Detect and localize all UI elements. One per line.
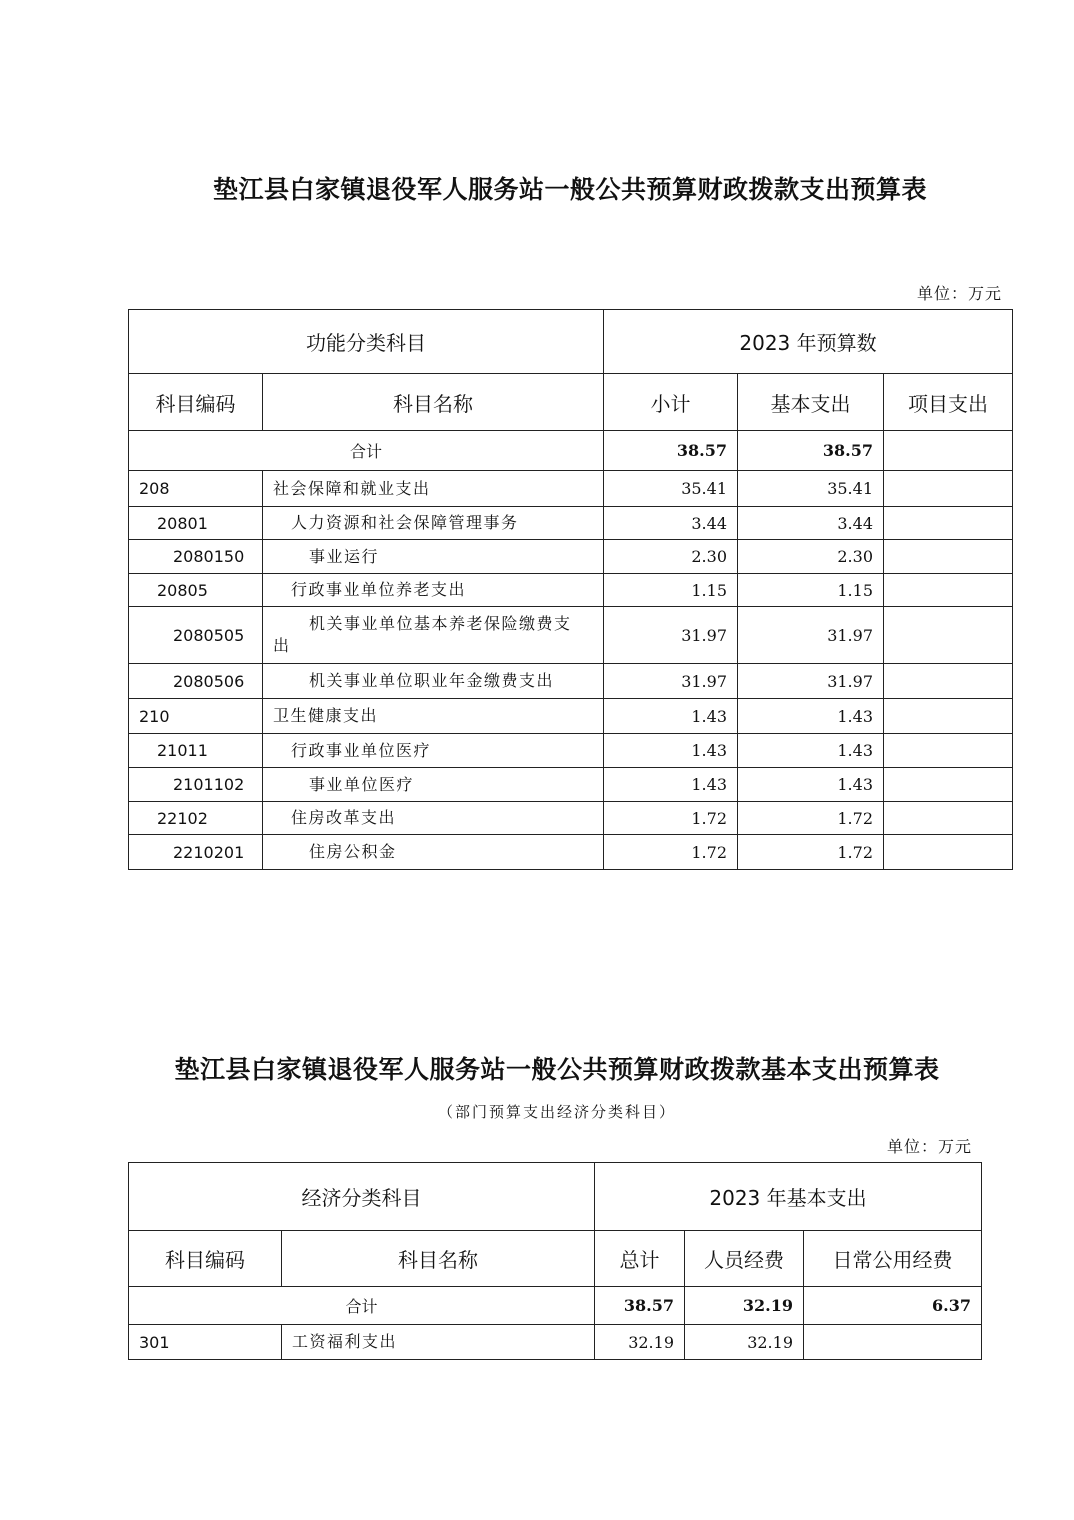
- table-row: [129, 802, 1013, 835]
- row-name: 住房公积金: [263, 835, 604, 870]
- row-project: [884, 607, 1013, 664]
- row-name: 行政事业单位医疗: [263, 734, 604, 768]
- col-total-header: 总计: [595, 1231, 685, 1287]
- row-code: 20805: [129, 574, 263, 607]
- col-name-header: 科目名称: [282, 1231, 595, 1287]
- header-function-category: 功能分类科目: [129, 310, 604, 374]
- row-basic: 3.44: [738, 507, 884, 540]
- total-row: [129, 431, 1013, 471]
- row-name: 卫生健康支出: [263, 699, 604, 734]
- row-basic: 1.15: [738, 574, 884, 607]
- row-code: 2080150: [129, 540, 263, 574]
- row-subtotal: 31.97: [604, 664, 738, 699]
- total-public: 6.37: [804, 1287, 982, 1325]
- row-basic: 1.43: [738, 699, 884, 734]
- row-project: [884, 471, 1013, 507]
- row-name: 机关事业单位基本养老保险缴费支出: [263, 607, 604, 664]
- col-public-header: 日常公用经费: [804, 1231, 982, 1287]
- row-subtotal: 1.43: [604, 699, 738, 734]
- row-code: 210: [129, 699, 263, 734]
- row-project: [884, 768, 1013, 802]
- row-basic: 2.30: [738, 540, 884, 574]
- table-row: [129, 1325, 982, 1360]
- total-label: 合计: [129, 1287, 595, 1325]
- total-project: [884, 431, 1013, 471]
- row-project: [884, 802, 1013, 835]
- header-basic-2023: 2023 年基本支出: [595, 1163, 982, 1231]
- table-row: [129, 607, 1013, 664]
- row-project: [884, 540, 1013, 574]
- row-code: 208: [129, 471, 263, 507]
- table-row: [129, 699, 1013, 734]
- header-budget-2023: 2023 年预算数: [604, 310, 1013, 374]
- col-name-header: 科目名称: [263, 374, 604, 431]
- row-name: 事业单位医疗: [263, 768, 604, 802]
- table-row: [129, 574, 1013, 607]
- row-subtotal: 3.44: [604, 507, 738, 540]
- col-personnel-header: 人员经费: [685, 1231, 804, 1287]
- row-subtotal: 35.41: [604, 471, 738, 507]
- table-row: [129, 835, 1013, 870]
- row-subtotal: 1.72: [604, 835, 738, 870]
- function-budget-table: [128, 309, 1013, 870]
- row-basic: 31.97: [738, 607, 884, 664]
- table2-title: 垫江县白家镇退役军人服务站一般公共预算财政拨款基本支出预算表: [174, 1055, 940, 1084]
- economic-budget-table: [128, 1162, 982, 1360]
- row-project: [884, 699, 1013, 734]
- header-economic-category: 经济分类科目: [129, 1163, 595, 1231]
- total-row: [129, 1287, 982, 1325]
- row-name: 社会保障和就业支出: [263, 471, 604, 507]
- row-basic: 31.97: [738, 664, 884, 699]
- row-code: 21011: [129, 734, 263, 768]
- col-code-header: 科目编码: [129, 374, 263, 431]
- table-row: [129, 507, 1013, 540]
- row-name: 住房改革支出: [263, 802, 604, 835]
- table2-subtitle: （部门预算支出经济分类科目）: [437, 1103, 676, 1121]
- row-code: 2080506: [129, 664, 263, 699]
- total-basic: 38.57: [738, 431, 884, 471]
- row-name: 工资福利支出: [282, 1325, 595, 1360]
- row-subtotal: 1.15: [604, 574, 738, 607]
- row-total: 32.19: [595, 1325, 685, 1360]
- table-row: [129, 664, 1013, 699]
- row-project: [884, 664, 1013, 699]
- row-code: 2080505: [129, 607, 263, 664]
- row-subtotal: 1.43: [604, 734, 738, 768]
- row-code: 22102: [129, 802, 263, 835]
- table-row: [129, 734, 1013, 768]
- table-row: [129, 471, 1013, 507]
- total-subtotal: 38.57: [604, 431, 738, 471]
- col-basic-header: 基本支出: [738, 374, 884, 431]
- row-basic: 1.43: [738, 734, 884, 768]
- row-basic: 1.72: [738, 835, 884, 870]
- row-basic: 1.72: [738, 802, 884, 835]
- row-basic: 1.43: [738, 768, 884, 802]
- row-code: 20801: [129, 507, 263, 540]
- row-subtotal: 2.30: [604, 540, 738, 574]
- row-subtotal: 1.43: [604, 768, 738, 802]
- table-row: [129, 768, 1013, 802]
- total-label: 合计: [129, 431, 604, 471]
- row-code: 301: [129, 1325, 282, 1360]
- row-project: [884, 734, 1013, 768]
- col-project-header: 项目支出: [884, 374, 1013, 431]
- row-name: 行政事业单位养老支出: [263, 574, 604, 607]
- row-personnel: 32.19: [685, 1325, 804, 1360]
- row-name: 事业运行: [263, 540, 604, 574]
- table-row: [129, 540, 1013, 574]
- row-code: 2210201: [129, 835, 263, 870]
- table1-unit: 单位：万元: [916, 284, 1002, 303]
- row-public: [804, 1325, 982, 1360]
- col-code-header: 科目编码: [129, 1231, 282, 1287]
- row-project: [884, 507, 1013, 540]
- row-code: 2101102: [129, 768, 263, 802]
- total-personnel: 32.19: [685, 1287, 804, 1325]
- row-project: [884, 835, 1013, 870]
- table2-unit: 单位：万元: [886, 1137, 972, 1156]
- col-subtotal-header: 小计: [604, 374, 738, 431]
- table1-title: 垫江县白家镇退役军人服务站一般公共预算财政拨款支出预算表: [212, 175, 927, 204]
- row-name: 人力资源和社会保障管理事务: [263, 507, 604, 540]
- total-total: 38.57: [595, 1287, 685, 1325]
- row-subtotal: 31.97: [604, 607, 738, 664]
- row-subtotal: 1.72: [604, 802, 738, 835]
- row-name: 机关事业单位职业年金缴费支出: [263, 664, 604, 699]
- row-project: [884, 574, 1013, 607]
- row-basic: 35.41: [738, 471, 884, 507]
